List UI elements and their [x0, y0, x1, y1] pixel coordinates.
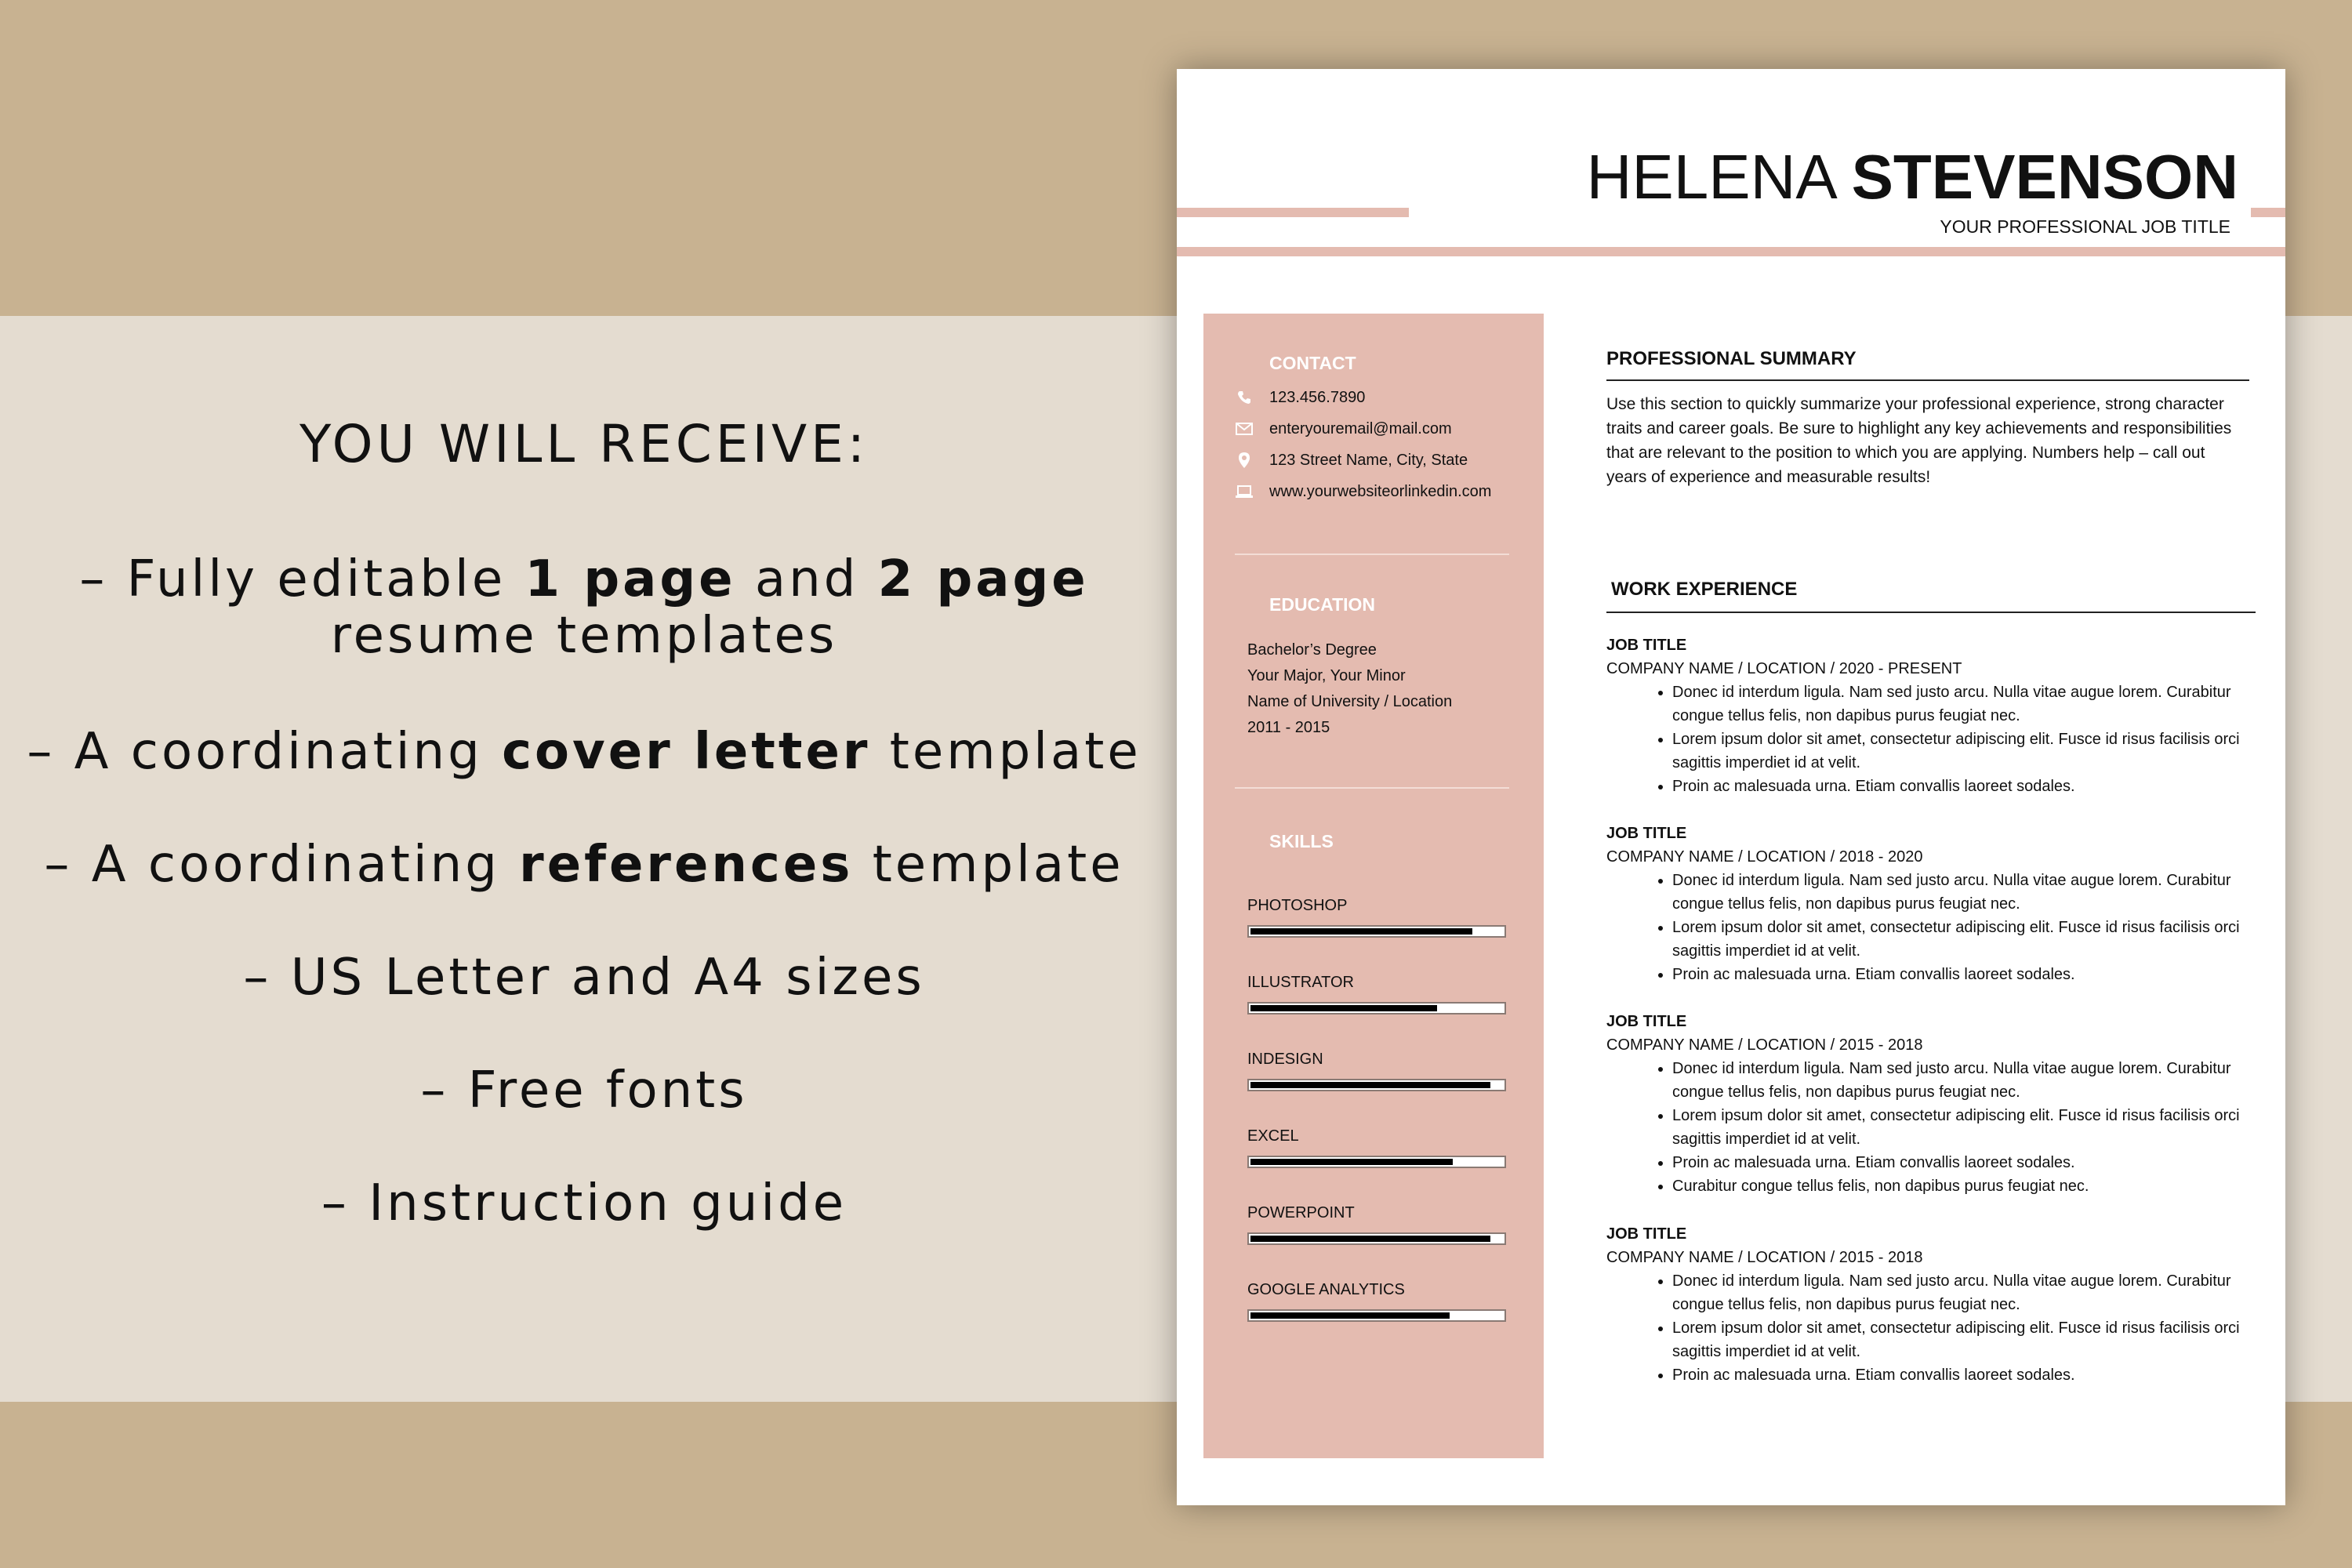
job-company: COMPANY NAME / LOCATION / 2018 - 2020: [1606, 848, 1923, 866]
skills-heading: SKILLS: [1269, 831, 1334, 851]
last-name: STEVENSON: [1851, 142, 2238, 212]
job-entry: [1606, 1010, 2257, 1198]
job-bullets: [1606, 1057, 2257, 1198]
job-company: COMPANY NAME / LOCATION / 2015 - 2018: [1606, 1249, 1923, 1266]
skill-bar: [1247, 1309, 1506, 1322]
summary-rule: [1606, 379, 2249, 381]
job-title: JOB TITLE: [1606, 1225, 1687, 1243]
promo-bold: cover letter: [502, 723, 871, 781]
promo-bold: 1 page: [524, 550, 736, 608]
promo-text: and: [735, 550, 878, 608]
promo-text: – A coordinating: [27, 723, 503, 781]
promo-panel: [0, 316, 1168, 1402]
job-bullets: [1606, 681, 2257, 798]
promo-item-cover-letter: [0, 724, 1168, 780]
summary-heading: PROFESSIONAL SUMMARY: [1606, 348, 1857, 369]
location-pin-icon: [1235, 451, 1254, 470]
promo-line: [0, 551, 1168, 608]
job-company: COMPANY NAME / LOCATION / 2015 - 2018: [1606, 1036, 1923, 1054]
job-bullets: [1606, 869, 2257, 986]
promo-item-sizes: – US Letter and A4 sizes: [243, 949, 925, 1007]
promo-item-references: [0, 837, 1168, 893]
summary-text: Use this section to quickly summarize your professional experience, strong character traits and career goals. Be sure to highlight any key achievements and responsibilities that are relevant to the position to which you are applying. Numbers help – call out years of experience and measurable results!: [1606, 395, 2232, 486]
promo-text: – A coordinating: [44, 836, 520, 894]
job-bullet: • Proin ac malesuada urna. Etiam convallis laoreet sodales.: [1672, 1151, 2257, 1174]
header-accent-bar-right: [2251, 208, 2285, 217]
job-bullets: [1606, 1269, 2257, 1387]
skill-bar-fill: [1250, 1236, 1490, 1242]
skill-bar: [1247, 1232, 1506, 1245]
promo-item-fonts: – Free fonts: [420, 1062, 748, 1120]
job-title: JOB TITLE: [1606, 1013, 1687, 1030]
skill-label: PHOTOSHOP: [1247, 897, 1348, 914]
job-entry: [1606, 633, 2257, 798]
education-university: Name of University / Location: [1247, 693, 1453, 710]
email-icon: [1235, 419, 1254, 438]
contact-address: [1235, 448, 1468, 472]
education-heading: EDUCATION: [1269, 594, 1376, 615]
skill-label: GOOGLE ANALYTICS: [1247, 1281, 1405, 1298]
job-title: JOB TITLE: [1606, 825, 1687, 842]
skill-label: POWERPOINT: [1247, 1204, 1355, 1221]
job-bullet: • Lorem ipsum dolor sit amet, consectetur adipiscing elit. Fusce id risus facilisis orci sagittis imperdiet id at velit.: [1672, 728, 2257, 775]
job-bullet: • Donec id interdum ligula. Nam sed justo arcu. Nulla vitae augue lorem. Curabitur congue tellus felis, non dapibus purus feugiat nec.: [1672, 1057, 2257, 1104]
job-title: JOB TITLE: [1606, 637, 1687, 654]
skill-label: INDESIGN: [1247, 1051, 1323, 1068]
first-name: HELENA: [1586, 142, 1835, 212]
phone-icon: [1235, 388, 1254, 407]
contact-heading: CONTACT: [1269, 353, 1356, 373]
promo-line: resume templates: [330, 607, 838, 665]
contact-phone: [1235, 386, 1365, 409]
laptop-icon: [1235, 482, 1254, 501]
education-degree: Bachelor’s Degree: [1247, 641, 1377, 659]
job-entry: [1606, 1222, 2257, 1387]
promo-title: YOU WILL RECEIVE:: [299, 414, 869, 474]
promo-text: template: [870, 723, 1142, 781]
promo-bold: references: [519, 836, 854, 894]
job-bullet: • Lorem ipsum dolor sit amet, consectetur adipiscing elit. Fusce id risus facilisis orci sagittis imperdiet id at velit.: [1672, 1316, 2257, 1363]
job-bullet: • Donec id interdum ligula. Nam sed justo arcu. Nulla vitae augue lorem. Curabitur congue tellus felis, non dapibus purus feugiat nec.: [1672, 681, 2257, 728]
resume-page: [1177, 69, 2285, 1505]
sidebar-divider: [1235, 554, 1509, 555]
skill-bar-fill: [1250, 1159, 1453, 1165]
sidebar-divider: [1235, 787, 1509, 789]
header-accent-bar-left: [1177, 208, 1409, 217]
promo-item-guide: – Instruction guide: [321, 1174, 848, 1232]
promo-bold: 2 page: [877, 550, 1089, 608]
job-company: COMPANY NAME / LOCATION / 2020 - PRESENT: [1606, 660, 1962, 677]
resume-job-title: YOUR PROFESSIONAL JOB TITLE: [1940, 216, 2230, 237]
skill-bar-fill: [1250, 1005, 1437, 1011]
job-bullet: • Curabitur congue tellus felis, non dapibus purus feugiat nec.: [1672, 1174, 2257, 1198]
job-bullet: • Lorem ipsum dolor sit amet, consectetur adipiscing elit. Fusce id risus facilisis orci sagittis imperdiet id at velit.: [1672, 1104, 2257, 1151]
job-bullet: • Proin ac malesuada urna. Etiam convallis laoreet sodales.: [1672, 1363, 2257, 1387]
job-bullet: • Donec id interdum ligula. Nam sed justo arcu. Nulla vitae augue lorem. Curabitur congue tellus felis, non dapibus purus feugiat nec.: [1672, 1269, 2257, 1316]
job-bullet: • Proin ac malesuada urna. Etiam convallis laoreet sodales.: [1672, 775, 2257, 798]
work-heading: WORK EXPERIENCE: [1611, 579, 1798, 600]
skill-bar: [1247, 925, 1506, 938]
skill-bar: [1247, 1079, 1506, 1091]
skill-bar-fill: [1250, 928, 1472, 935]
job-bullet: • Donec id interdum ligula. Nam sed justo arcu. Nulla vitae augue lorem. Curabitur congue tellus felis, non dapibus purus feugiat nec.: [1672, 869, 2257, 916]
job-bullet: • Lorem ipsum dolor sit amet, consectetur adipiscing elit. Fusce id risus facilisis orci sagittis imperdiet id at velit.: [1672, 916, 2257, 963]
job-bullet: • Proin ac malesuada urna. Etiam convallis laoreet sodales.: [1672, 963, 2257, 986]
contact-text: 123.456.7890: [1269, 388, 1366, 406]
promo-text: template: [853, 836, 1124, 894]
job-entry: [1606, 822, 2257, 986]
contact-email: [1235, 417, 1452, 441]
education-major: Your Major, Your Minor: [1247, 667, 1406, 684]
contact-text: enteryouremail@mail.com: [1269, 419, 1452, 437]
skill-bar-fill: [1250, 1082, 1490, 1088]
work-rule: [1606, 612, 2256, 613]
education-years: 2011 - 2015: [1247, 719, 1330, 736]
contact-text: 123 Street Name, City, State: [1269, 451, 1468, 469]
skill-bar-fill: [1250, 1312, 1450, 1319]
contact-website: [1235, 480, 1491, 503]
promo-item-page-templates: [0, 551, 1168, 664]
skill-label: EXCEL: [1247, 1127, 1299, 1145]
promo-text: – Fully editable: [79, 550, 525, 608]
header-accent-rule: [1177, 247, 2285, 256]
contact-text: www.yourwebsiteorlinkedin.com: [1269, 482, 1492, 500]
skill-label: ILLUSTRATOR: [1247, 974, 1354, 991]
skill-bar: [1247, 1002, 1506, 1014]
resume-name: [1587, 141, 2238, 213]
skill-bar: [1247, 1156, 1506, 1168]
resume-sidebar: [1203, 314, 1544, 1458]
